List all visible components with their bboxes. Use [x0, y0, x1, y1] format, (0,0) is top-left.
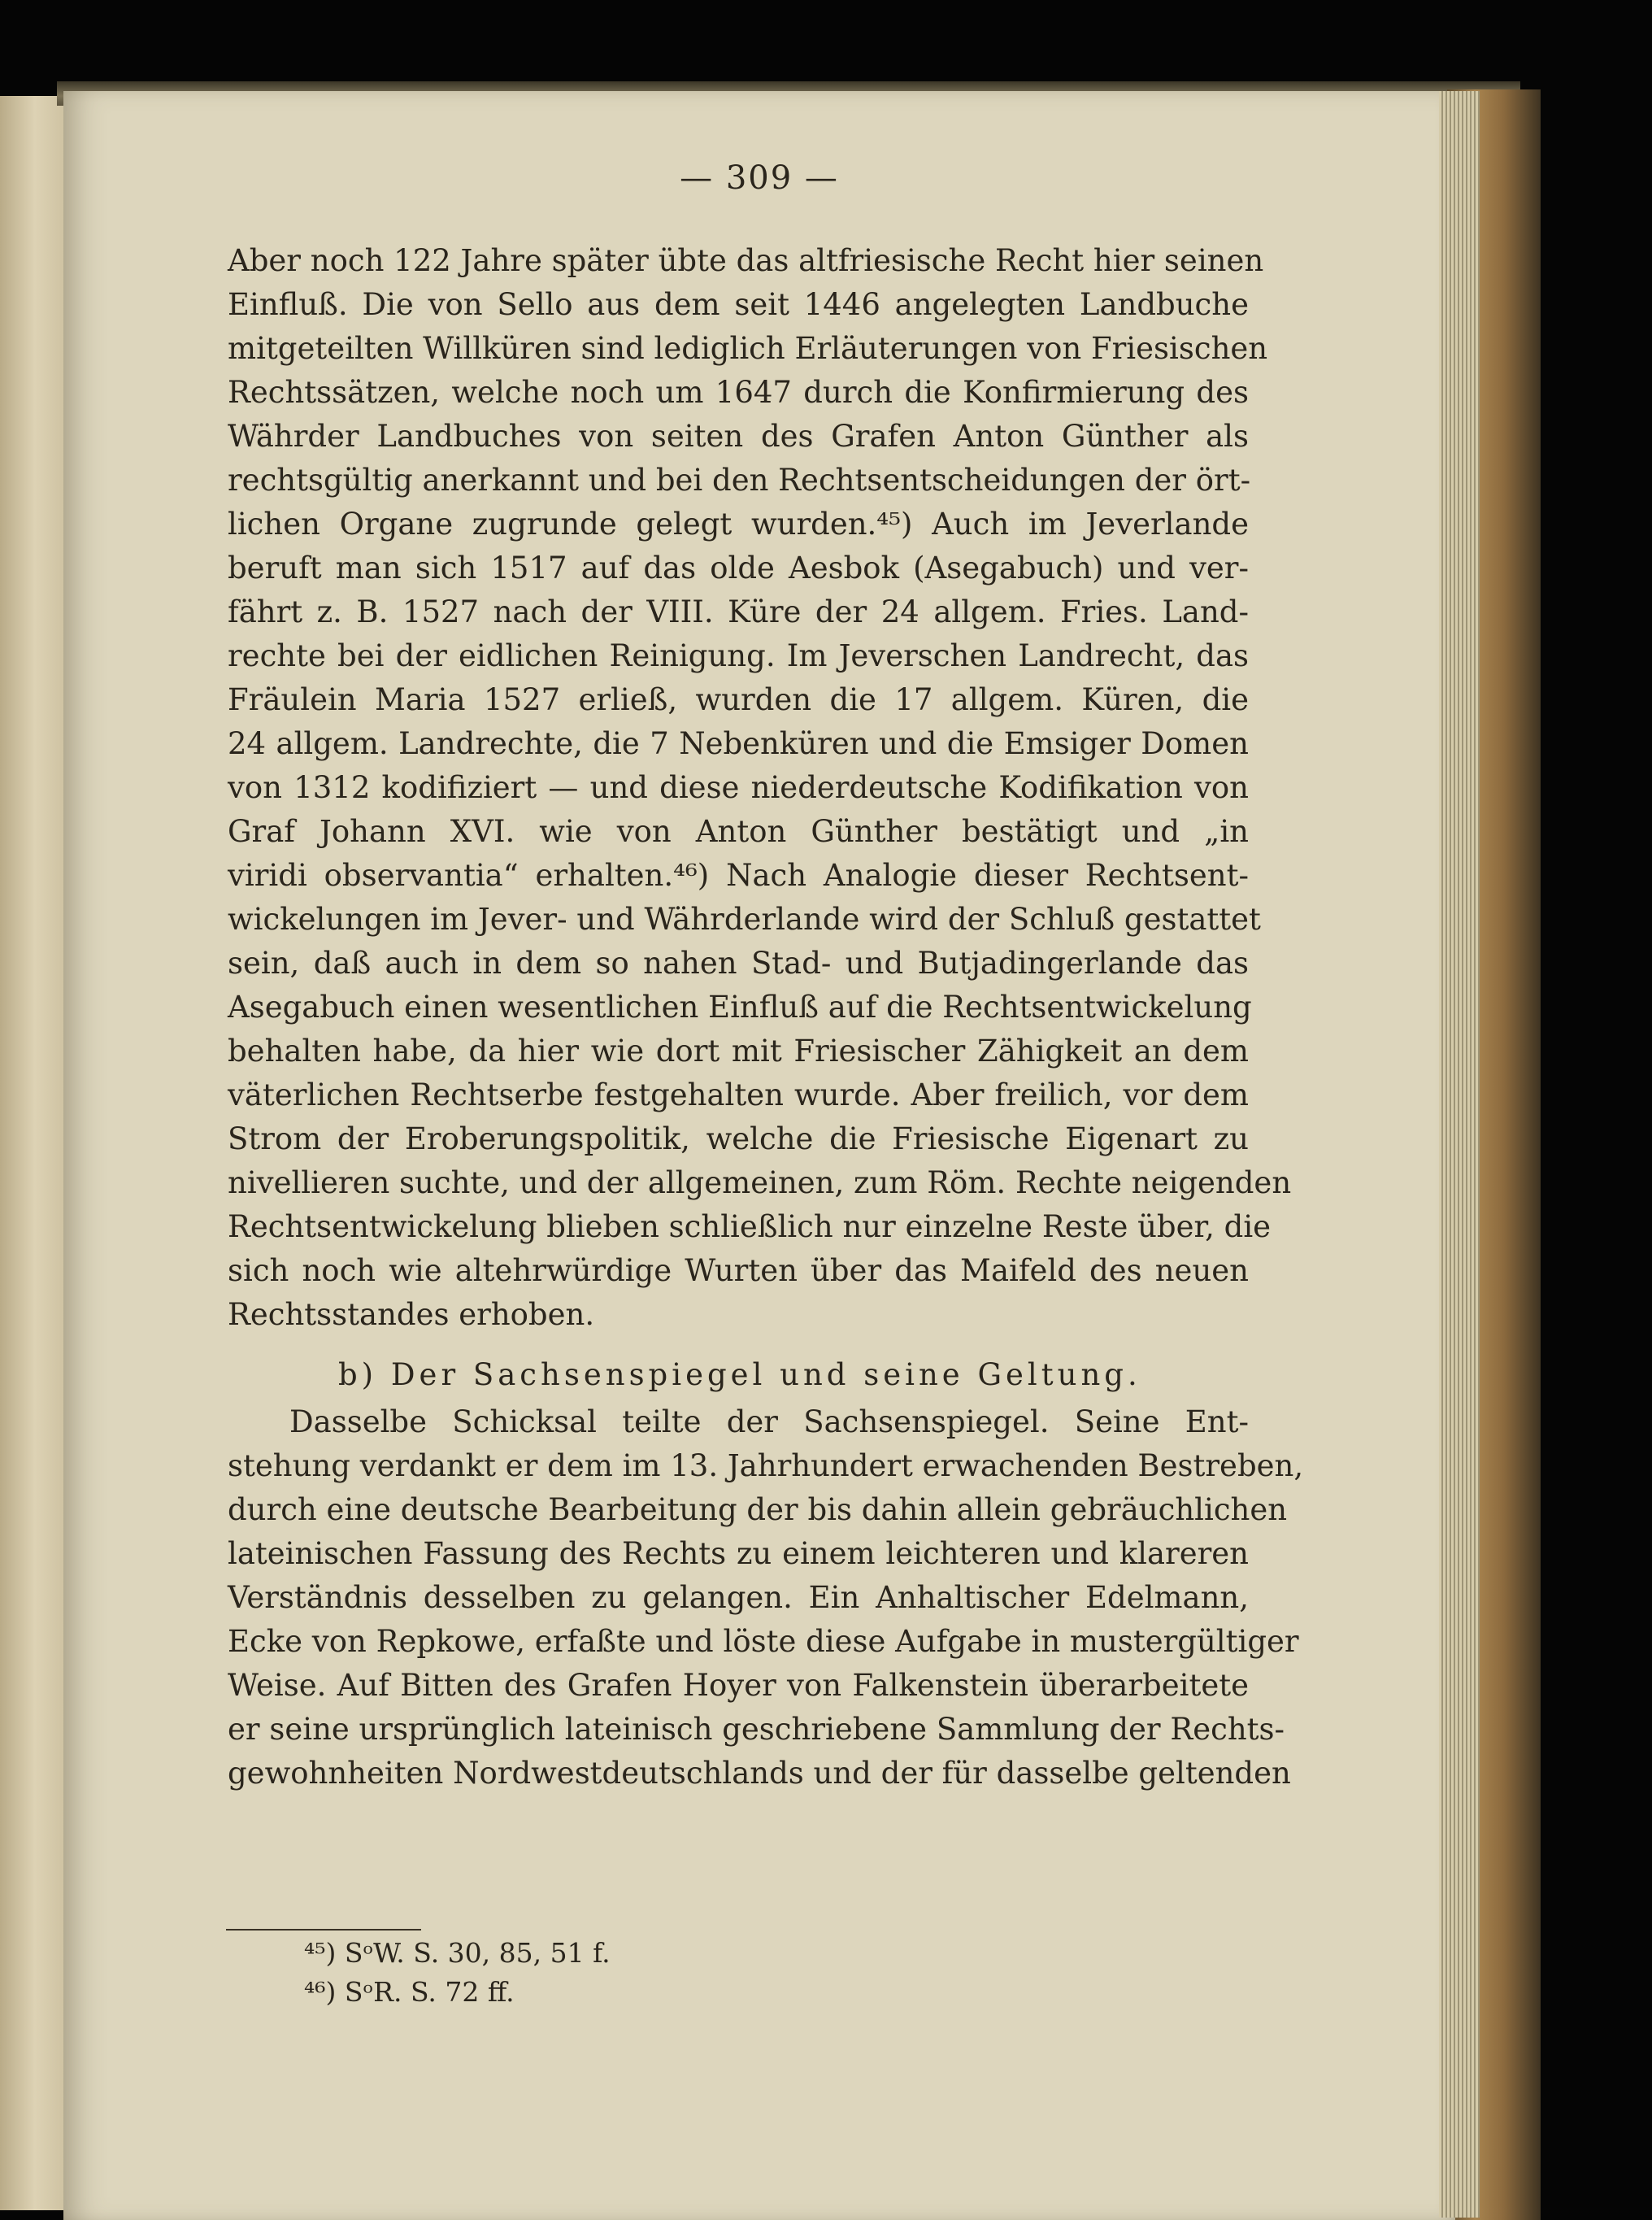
text-line: stehung verdankt er dem im 13. Jahrhundert erwachenden Bestreben,	[228, 1448, 1304, 1483]
text-line: sich noch wie altehrwürdige Wurten über das Maifeld des neuen	[228, 1253, 1249, 1288]
text-line: lateinischen Fassung des Rechts zu einem leichteren und klareren	[228, 1536, 1249, 1571]
text-line: Fräulein Maria 1527 erließ, wurden die 17 allgem. Küren, die	[228, 682, 1249, 717]
text-line: Strom der Eroberungspolitik, welche die Friesische Eigenart zu	[228, 1121, 1249, 1156]
text-line: Asegabuch einen wesentlichen Einfluß auf die Rechtsentwickelung	[228, 990, 1252, 1025]
text-line: wickelungen im Jever- und Währderlande wird der Schluß gestattet	[228, 902, 1261, 937]
text-line: nivellieren suchte, und der allgemeinen, zum Röm. Rechte neigenden	[228, 1165, 1292, 1200]
section-heading: b) Der Sachsenspiegel und seine Geltung.	[338, 1357, 1141, 1392]
body-text	[228, 239, 1304, 1796]
text-line: fährt z. B. 1527 nach der VIII. Küre der 24 allgem. Fries. Land-	[228, 594, 1249, 629]
text-line: Rechtsstandes erhoben.	[228, 1297, 595, 1332]
text-line: rechtsgültig anerkannt und bei den Rechtsentscheidungen der ört-	[228, 463, 1251, 498]
text-line: Rechtssätzen, welche noch um 1647 durch die Konfirmierung des	[228, 375, 1249, 410]
text-line: sein, daß auch in dem so nahen Stad- und Butjadingerlande das	[228, 946, 1249, 981]
footnote-45: ⁴⁵) SᵒW. S. 30, 85, 51 f.	[304, 1937, 611, 1969]
book-page	[63, 91, 1455, 2220]
text-line: Währder Landbuches von seiten des Grafen Anton Günther als	[228, 419, 1249, 454]
text-line: Verständnis desselben zu gelangen. Ein Anhaltischer Edelmann,	[228, 1580, 1249, 1615]
text-line: Einfluß. Die von Sello aus dem seit 1446 angelegten Landbuche	[228, 287, 1249, 322]
footnote-divider	[226, 1929, 421, 1931]
text-line: gewohnheiten Nordwestdeutschlands und der für dasselbe geltenden	[228, 1756, 1291, 1791]
footnotes	[304, 1934, 611, 2012]
text-line: Graf Johann XVI. wie von Anton Günther bestätigt und „in	[228, 814, 1249, 849]
text-line: viridi observantia“ erhalten.⁴⁶) Nach Analogie dieser Rechtsent-	[228, 858, 1249, 893]
text-line: mitgeteilten Willküren sind lediglich Erläuterungen von Friesischen	[228, 331, 1268, 366]
text-line: lichen Organe zugrunde gelegt wurden.⁴⁵) Auch im Jeverlande	[228, 507, 1249, 542]
text-line: Aber noch 122 Jahre später übte das altfriesische Recht hier seinen	[228, 243, 1264, 278]
text-line: behalten habe, da hier wie dort mit Friesischer Zähigkeit an dem	[228, 1034, 1249, 1069]
text-line: Dasselbe Schicksal teilte der Sachsenspiegel. Seine Ent-	[289, 1404, 1249, 1439]
text-line: er seine ursprünglich lateinisch geschriebene Sammlung der Rechts-	[228, 1712, 1285, 1747]
text-line: Weise. Auf Bitten des Grafen Hoyer von Falkenstein überarbeitete	[228, 1668, 1249, 1703]
page-stack-edges	[1439, 91, 1480, 2218]
text-line: durch eine deutsche Bearbeitung der bis dahin allein gebräuchlichen	[228, 1492, 1288, 1527]
page-number: — 309 —	[680, 159, 839, 197]
text-line: Ecke von Repkowe, erfaßte und löste diese Aufgabe in mustergültiger	[228, 1624, 1299, 1659]
text-line: 24 allgem. Landrechte, die 7 Nebenküren und die Emsiger Domen	[228, 726, 1249, 761]
footnote-46: ⁴⁶) SᵒR. S. 72 ff.	[304, 1976, 515, 2008]
text-line: von 1312 kodifiziert — und diese niederdeutsche Kodifikation von	[228, 770, 1249, 805]
text-line: väterlichen Rechtserbe festgehalten wurde. Aber freilich, vor dem	[228, 1077, 1249, 1112]
text-line: rechte bei der eidlichen Reinigung. Im Jeverschen Landrecht, das	[228, 638, 1249, 673]
facing-page-edge	[0, 96, 63, 2210]
paragraph-2	[228, 1400, 1304, 1796]
paragraph-1	[228, 239, 1292, 1337]
text-line: Rechtsentwickelung blieben schließlich nur einzelne Reste über, die	[228, 1209, 1272, 1244]
text-line: beruft man sich 1517 auf das olde Aesbok (Asegabuch) und ver-	[228, 551, 1249, 585]
